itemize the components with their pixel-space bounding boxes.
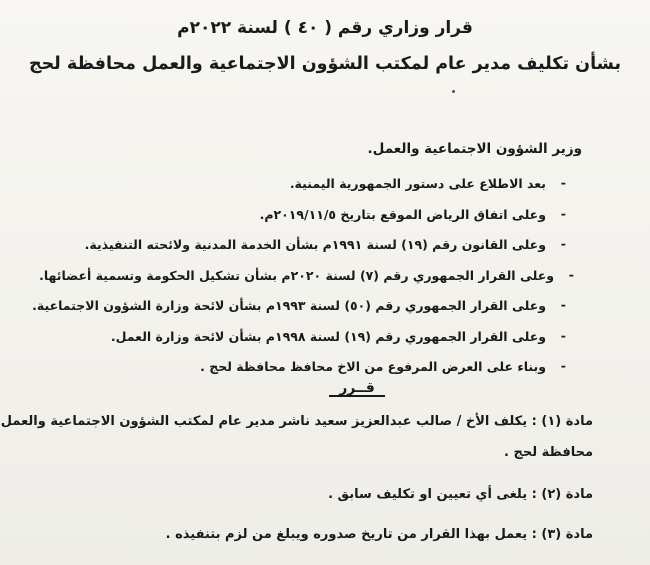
decree-title: قرار وزاري رقم ( ٤٠ ) لسنة ٢٠٢٢م xyxy=(177,18,473,38)
article-3: مادة (٣) : يعمل بهذا القرار من تاريخ صدوره ويبلغ من لزم بتنفيذه . xyxy=(165,527,593,542)
recital-item: - وعلى القرار الجمهوري رقم (٥٠) لسنة ١٩٩٣م بشأن لائحة وزارة الشؤون الاجتماعية. xyxy=(32,298,568,329)
article-1: مادة (١) : يكلف الأخ / صالب عبدالعزيز سعيد ناشر مدير عام لمكتب الشؤون الاجتماعية والعمل xyxy=(0,414,593,429)
minister-line: وزير الشؤون الاجتماعية والعمل. xyxy=(367,141,582,157)
decree-subtitle: بشأن تكليف مدير عام لمكتب الشؤون الاجتماعية والعمل محافظة لحج xyxy=(28,54,622,74)
article-1-continuation: محافظة لحج . xyxy=(504,445,593,460)
ink-speck xyxy=(452,90,455,93)
recitals-list xyxy=(32,176,568,390)
recital-item: - وعلى القانون رقم (١٩) لسنة ١٩٩١م بشأن الخدمة المدنية ولائحته التنفيذية. xyxy=(32,237,568,268)
article-2: مادة (٢) : يلغى أي تعيين او تكليف سابق . xyxy=(328,487,593,502)
recital-item: - وبناء على العرض المرفوع من الاخ محافظ محافظة لحج . xyxy=(32,359,568,390)
recital-item: - بعد الاطلاع على دستور الجمهورية اليمنية. xyxy=(32,176,568,207)
recital-item: - وعلى اتفاق الرياض الموقع بتاريخ ٢٠١٩/١١/٥م. xyxy=(32,207,568,238)
decision-heading xyxy=(0,380,650,397)
decision-heading-text: قــرر xyxy=(329,381,385,397)
recital-item: - وعلى القرار الجمهوري رقم (١٩) لسنة ١٩٩٨م بشأن لائحة وزارة العمل. xyxy=(32,329,568,360)
recital-item: - وعلى القرار الجمهوري رقم (٧) لسنة ٢٠٢٠م بشأن تشكيل الحكومة وتسمية أعضائها. xyxy=(32,268,576,299)
